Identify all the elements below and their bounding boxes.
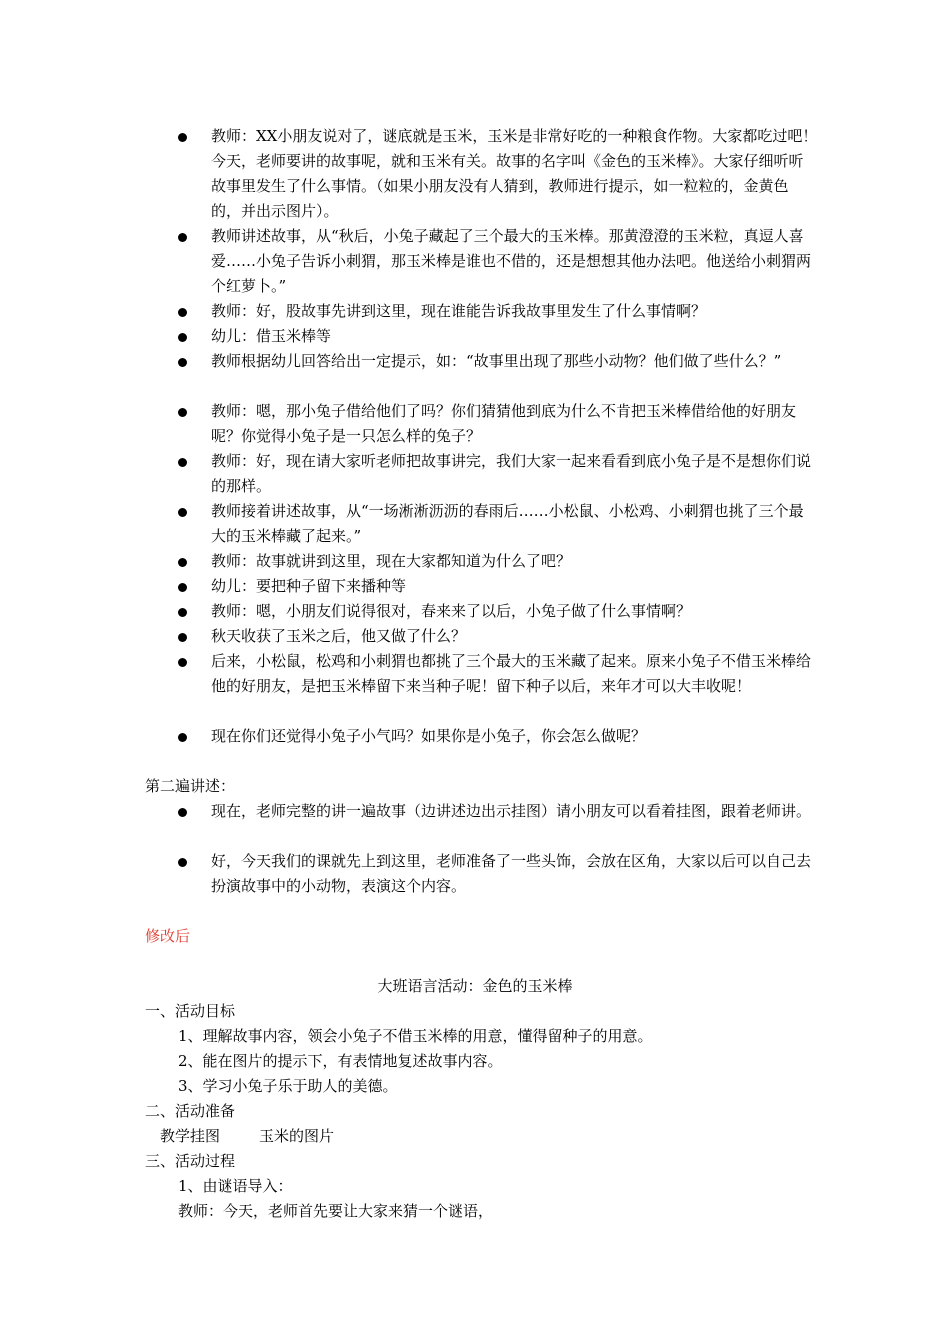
list-item: 后来，小松鼠，松鸡和小刺猬也都挑了三个最大的玉米藏了起来。原来小兔子不借玉米棒给他的好朋友，是把玉米棒留下来当种子呢！留下种子以后，来年才可以大丰收呢！	[178, 649, 818, 699]
bullet-icon	[178, 858, 187, 867]
page-title: 大班语言活动：金色的玉米棒	[377, 977, 573, 995]
list-item: 教师：故事就讲到这里，现在大家都知道为什么了吧？	[178, 549, 818, 574]
list-item: 教师：好，股故事先讲到这里，现在谁能告诉我故事里发生了什么事情啊？	[178, 299, 818, 324]
bullet-icon	[178, 808, 187, 817]
section-heading: 一、活动目标	[145, 1002, 236, 1020]
list-item: 好，今天我们的课就先上到这里，老师准备了一些头饰，会放在区角，大家以后可以自己去扮演故事中的小动物，表演这个内容。	[178, 849, 818, 899]
section-heading: 第二遍讲述：	[145, 777, 236, 795]
bullet-icon	[178, 233, 187, 242]
list-item: 教师接着讲述故事，从“一场淅淅沥沥的春雨后……小松鼠、小松鸡、小刺猬也挑了三个最大的玉米棒藏了起来。”	[178, 499, 818, 549]
bullet-icon	[178, 133, 187, 142]
list-item: 现在，老师完整的讲一遍故事（边讲述边出示挂图）请小朋友可以看着挂图，跟着老师讲。	[178, 799, 818, 824]
bullet-icon	[178, 658, 187, 667]
list-item: 教师根据幼儿回答给出一定提示，如：“故事里出现了那些小动物？他们做了些什么？”	[178, 349, 818, 374]
list-item: 幼儿：要把种子留下来播种等	[178, 574, 818, 599]
goal-item: 3、学习小兔子乐于助人的美德。	[178, 1077, 398, 1095]
bullet-icon	[178, 733, 187, 742]
bullet-icon	[178, 458, 187, 467]
section-heading: 三、活动过程	[145, 1152, 236, 1170]
bullet-icon	[178, 558, 187, 567]
goal-item: 2、能在图片的提示下，有表情地复述故事内容。	[178, 1052, 503, 1070]
list-item: 现在你们还觉得小兔子小气吗？如果你是小兔子，你会怎么做呢？	[178, 724, 818, 749]
list-item: 教师：嗯，小朋友们说得很对，春来来了以后，小兔子做了什么事情啊？	[178, 599, 818, 624]
step-text: 教师：今天，老师首先要让大家来猜一个谜语，	[178, 1202, 494, 1220]
goal-item: 1、理解故事内容，领会小兔子不借玉米棒的用意，懂得留种子的用意。	[178, 1027, 653, 1045]
bullet-icon	[178, 308, 187, 317]
section-heading: 二、活动准备	[145, 1102, 236, 1120]
list-item: 教师讲述故事，从“秋后，小兔子藏起了三个最大的玉米棒。那黄澄澄的玉米粒，真逗人喜爱……小兔子告诉小刺猬，那玉米棒是谁也不借的，还是想想其他办法吧。他送给小刺猬两个红萝卜。”	[178, 224, 818, 299]
revised-label: 修改后	[145, 927, 191, 945]
bullet-icon	[178, 358, 187, 367]
list-item: 幼儿：借玉米棒等	[178, 324, 818, 349]
bullet-icon	[178, 333, 187, 342]
bullet-icon	[178, 583, 187, 592]
step-heading: 1、由谜语导入：	[178, 1177, 293, 1195]
bullet-icon	[178, 633, 187, 642]
bullet-icon	[178, 508, 187, 517]
list-item: 教师：好，现在请大家听老师把故事讲完，我们大家一起来看看到底小兔子是不是想你们说的那样。	[178, 449, 818, 499]
bullet-icon	[178, 608, 187, 617]
list-item: 秋天收获了玉米之后，他又做了什么？	[178, 624, 818, 649]
list-item: 教师：XX小朋友说对了，谜底就是玉米，玉米是非常好吃的一种粮食作物。大家都吃过吧！今天，老师要讲的故事呢，就和玉米有关。故事的名字叫《金色的玉米棒》。大家仔细听听故事里发生了什么事情。（如果小朋友没有人猜到，教师进行提示，如一粒粒的，金黄色的，并出示图片）。	[178, 124, 818, 224]
bullet-icon	[178, 408, 187, 417]
list-item: 教师：嗯，那小兔子借给他们了吗？你们猜猜他到底为什么不肯把玉米棒借给他的好朋友呢？你觉得小兔子是一只怎么样的兔子？	[178, 399, 818, 449]
prep-item: 玉米的图片	[259, 1127, 335, 1145]
prep-item: 教学挂图	[160, 1127, 221, 1145]
